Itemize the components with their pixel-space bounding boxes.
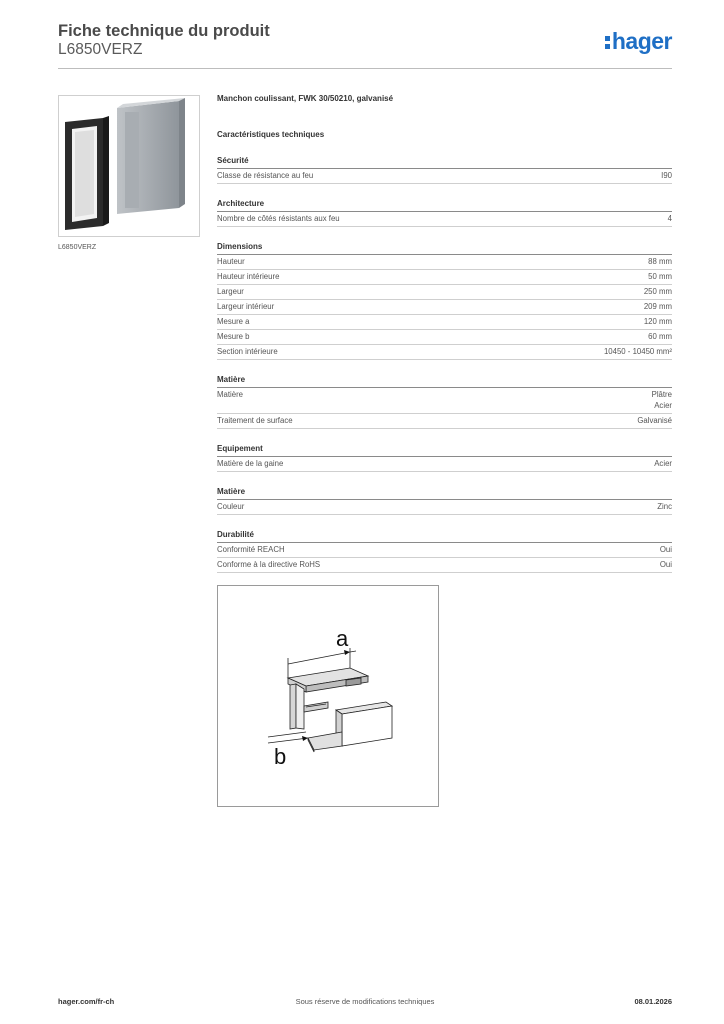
spec-row — [217, 543, 672, 558]
spec-value-line: Plâtre — [651, 390, 672, 399]
section-title: Dimensions — [217, 241, 672, 255]
spec-row — [217, 212, 672, 227]
spec-value-line: 4 — [667, 214, 672, 223]
sleeve-photo-icon — [59, 96, 199, 236]
spec-label: Largeur — [217, 287, 244, 296]
section-title: Durabilité — [217, 529, 672, 543]
spec-value — [648, 256, 672, 267]
spec-section — [217, 198, 672, 227]
spec-row — [217, 315, 672, 330]
label-a: a — [336, 626, 349, 651]
spec-label: Hauteur — [217, 257, 245, 266]
section-title: Sécurité — [217, 155, 672, 169]
spec-value — [661, 170, 672, 181]
spec-value-line: I90 — [661, 171, 672, 180]
spec-label: Nombre de côtés résistants aux feu — [217, 214, 340, 223]
dimension-drawing — [217, 585, 439, 807]
product-photo — [58, 95, 200, 237]
spec-value-line: Acier — [654, 459, 672, 468]
spec-row — [217, 345, 672, 360]
spec-label: Mesure b — [217, 332, 250, 341]
spec-label: Hauteur intérieure — [217, 272, 280, 281]
footer-website-link[interactable]: hager.com/fr-ch — [58, 997, 115, 1006]
page-footer — [58, 997, 672, 1011]
spec-value — [657, 501, 672, 512]
spec-value-line: 209 mm — [643, 302, 672, 311]
section-title: Matière — [217, 486, 672, 500]
spec-row — [217, 255, 672, 270]
spec-row — [217, 457, 672, 472]
spec-section — [217, 155, 672, 184]
section-title: Architecture — [217, 198, 672, 212]
spec-label: Couleur — [217, 502, 245, 511]
spec-label: Conformité REACH — [217, 545, 285, 554]
product-code: L6850VERZ — [58, 41, 143, 58]
spec-value-line: Zinc — [657, 502, 672, 511]
spec-value-line: 60 mm — [648, 332, 672, 341]
spec-row — [217, 500, 672, 515]
footer-date: 08.01.2026 — [634, 997, 672, 1006]
footer-disclaimer: Sous réserve de modifications techniques — [295, 997, 435, 1006]
spec-section — [217, 443, 672, 472]
spec-value — [660, 544, 672, 555]
spec-label: Largeur intérieur — [217, 302, 275, 311]
logo-text: hager — [611, 28, 672, 54]
spec-value — [604, 346, 672, 357]
spec-row — [217, 414, 672, 429]
spec-value — [644, 301, 672, 312]
spec-value-line: Acier — [654, 401, 672, 410]
spec-value — [644, 286, 672, 297]
page-header — [58, 22, 672, 69]
spec-label: Mesure a — [217, 317, 250, 326]
spec-sections — [217, 155, 672, 573]
spec-label: Matière de la gaine — [217, 459, 284, 468]
hager-logo — [605, 28, 672, 55]
spec-label: Matière — [217, 390, 243, 399]
dimension-drawing-icon — [218, 586, 438, 806]
spec-section — [217, 486, 672, 515]
spec-value — [648, 271, 672, 282]
spec-value — [637, 415, 672, 426]
spec-section — [217, 529, 672, 573]
spec-value-line: Galvanisé — [637, 416, 672, 425]
spec-row — [217, 558, 672, 573]
logo-dots-icon — [605, 33, 610, 50]
spec-row — [217, 330, 672, 345]
spec-row — [217, 270, 672, 285]
spec-value — [648, 331, 672, 342]
spec-label: Conforme à la directive RoHS — [217, 560, 321, 569]
spec-value-line: 250 mm — [643, 287, 672, 296]
product-name: Manchon coulissant, FWK 30/50210, galvanisé — [217, 94, 394, 103]
photo-caption: L6850VERZ — [58, 244, 97, 251]
spec-section — [217, 241, 672, 360]
spec-value-line: 88 mm — [648, 257, 672, 266]
spec-row — [217, 169, 672, 184]
spec-value-line: 50 mm — [648, 272, 672, 281]
spec-row — [217, 388, 672, 414]
spec-label: Traitement de surface — [217, 416, 293, 425]
product-details — [217, 94, 672, 599]
spec-value — [654, 458, 672, 469]
spec-value — [668, 213, 672, 224]
spec-value-line: 120 mm — [643, 317, 672, 326]
spec-value-line: Oui — [659, 545, 672, 554]
spec-value-line: 10450 - 10450 mm² — [603, 347, 672, 356]
spec-row — [217, 285, 672, 300]
spec-label: Classe de résistance au feu — [217, 171, 314, 180]
spec-section — [217, 374, 672, 429]
spec-value — [660, 559, 672, 570]
spec-row — [217, 300, 672, 315]
page-title: Fiche technique du produit — [58, 22, 270, 40]
spec-label: Section intérieure — [217, 347, 278, 356]
section-title: Equipement — [217, 443, 672, 457]
spec-value — [652, 389, 672, 411]
label-b: b — [274, 744, 287, 769]
section-title: Matière — [217, 374, 672, 388]
spec-value — [644, 316, 672, 327]
tech-heading: Caractéristiques techniques — [217, 130, 325, 139]
spec-value-line: Oui — [659, 560, 672, 569]
